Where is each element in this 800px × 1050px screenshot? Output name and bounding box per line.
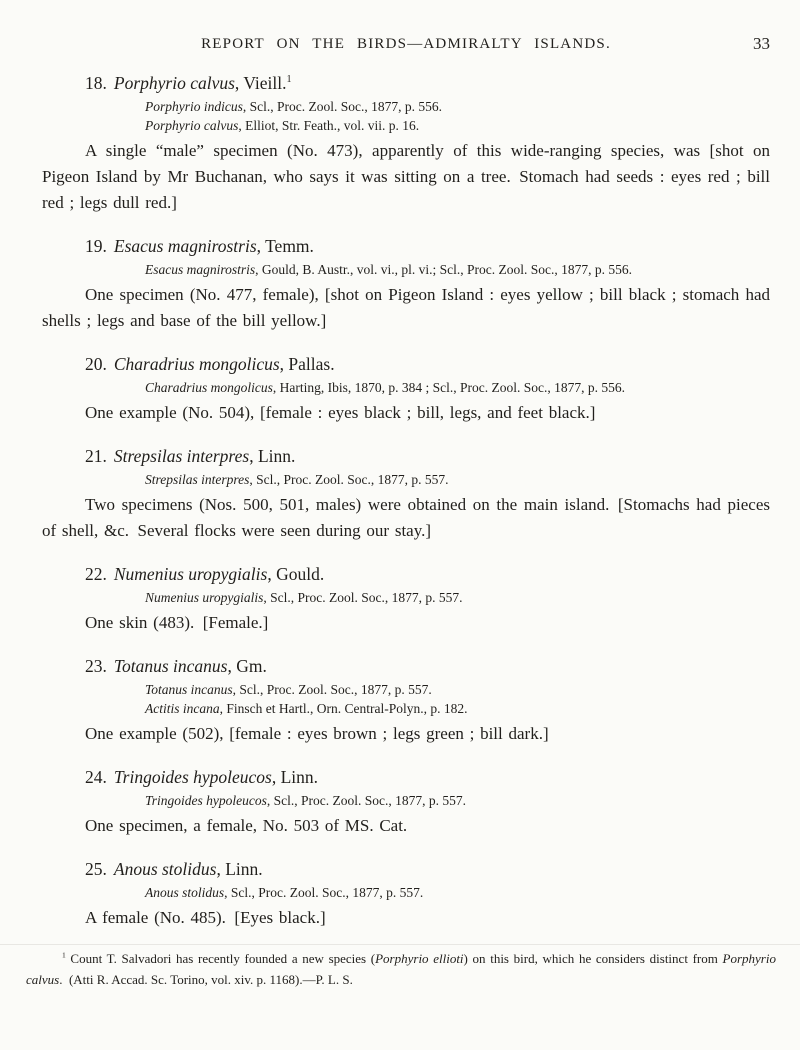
entry-species-name: Tringoides hypoleucos: [113, 767, 272, 787]
synonymy-line: [145, 680, 770, 699]
footnote-mark: 1: [62, 950, 66, 960]
entry-number: 21.: [85, 446, 107, 466]
species-entry-19: [42, 236, 770, 334]
running-header-title: REPORT ON THE BIRDS—ADMIRALTY ISLANDS.: [201, 36, 611, 52]
entry-description: One example (502), [female : eyes brown ; legs green ; bill dark.]: [85, 724, 549, 743]
entry-number: 19.: [85, 236, 107, 256]
footnote-species-calvus: Porphyrio calvus: [26, 951, 776, 987]
synonymy-list: [145, 883, 770, 902]
synonym-citation: , Harting, Ibis, 1870, p. 384 ; Scl., Proc. Zool. Soc., 1877, p. 556.: [272, 380, 625, 395]
entry-species-name: Strepsilas interpres: [113, 446, 250, 466]
synonym-name: Tringoides hypoleucos: [145, 793, 267, 808]
entry-heading: [85, 859, 770, 880]
synonymy-list: [145, 588, 770, 607]
synonymy-list: [145, 470, 770, 489]
synonymy-list: [145, 97, 770, 135]
footnote-separator: [0, 944, 800, 945]
synonymy-line: [145, 588, 770, 607]
entry-number: 22.: [85, 564, 107, 584]
synonym-citation: , Scl., Proc. Zool. Soc., 1877, p. 556.: [242, 99, 442, 114]
entry-description: One example (No. 504), [female : eyes black ; bill, legs, and feet black.]: [85, 403, 596, 422]
synonym-name: Esacus magnirostris: [145, 262, 256, 277]
entry-species-name: Anous stolidus: [113, 859, 217, 879]
entry-description: A female (No. 485). [Eyes black.]: [85, 908, 326, 927]
page-number: 33: [753, 34, 770, 53]
synonymy-list: [145, 260, 770, 279]
entry-species-name: Numenius uropygialis: [113, 564, 268, 584]
synonym-name: Anous stolidus: [145, 885, 225, 900]
entry-description: One specimen, a female, No. 503 of MS. Cat.: [85, 816, 408, 835]
entry-description: One specimen (No. 477, female), [shot on Pigeon Island : eyes yellow ; bill black ; stomach had shells ; legs and base of the bill yellow.]: [42, 285, 770, 330]
entry-authority: , Gould.: [267, 564, 325, 584]
synonym-citation: , Scl., Proc. Zool. Soc., 1877, p. 557.: [249, 472, 449, 487]
entry-species-name: Esacus magnirostris: [113, 236, 257, 256]
synonym-citation: , Scl., Proc. Zool. Soc., 1877, p. 557.: [266, 793, 466, 808]
entry-authority: , Linn.: [216, 859, 263, 879]
entry-species-name: Charadrius mongolicus: [113, 354, 280, 374]
synonymy-line: [145, 116, 770, 135]
species-entry-21: [42, 446, 770, 544]
footnote-text: Count T. Salvadori has recently founded a new species (: [65, 951, 376, 966]
entry-heading: [85, 73, 770, 94]
entry-number: 18.: [85, 73, 107, 93]
entry-authority: , Linn.: [249, 446, 296, 466]
entry-heading: [85, 767, 770, 788]
synonym-citation: , Scl., Proc. Zool. Soc., 1877, p. 557.: [224, 885, 424, 900]
species-entry-22: [42, 564, 770, 636]
synonymy-line: [145, 97, 770, 116]
species-entry-20: [42, 354, 770, 426]
entry-species-name: Porphyrio calvus: [113, 73, 235, 93]
entry-heading: [85, 656, 770, 677]
entry-number: 23.: [85, 656, 107, 676]
synonym-citation: , Gould, B. Austr., vol. vi., pl. vi.; Scl., Proc. Zool. Soc., 1877, p. 556.: [255, 262, 633, 277]
synonymy-list: [145, 680, 770, 718]
entry-description: A single “male” specimen (No. 473), apparently of this wide-ranging species, was [shot on Pigeon Island by Mr Buchanan, who says it was sitting on a tree. Stomach had seeds : eyes red ; bill red ; legs dull red.]: [42, 141, 770, 212]
entry-number: 24.: [85, 767, 107, 787]
species-entry-24: [42, 767, 770, 839]
synonym-name: Porphyrio indicus: [145, 99, 243, 114]
synonymy-line: [145, 260, 770, 279]
synonym-name: Totanus incanus: [145, 682, 233, 697]
species-entry-25: [42, 859, 770, 931]
entry-heading: [85, 446, 770, 467]
entry-heading: [85, 236, 770, 257]
synonymy-list: [145, 378, 770, 397]
synonym-name: Strepsilas interpres: [145, 472, 250, 487]
entry-number: 25.: [85, 859, 107, 879]
synonymy-line: [145, 699, 770, 718]
footnote-species-ellioti: Porphyrio ellioti: [375, 951, 464, 966]
synonymy-line: [145, 470, 770, 489]
footnote-text: ) on this bird, which he considers distinct from: [463, 951, 723, 966]
synonym-citation: , Elliot, Str. Feath., vol. vii. p. 16.: [238, 118, 420, 133]
species-entry-18: [42, 73, 770, 216]
synonymy-line: [145, 378, 770, 397]
synonym-name: Porphyrio calvus: [145, 118, 239, 133]
synonymy-line: [145, 791, 770, 810]
entry-footnote-mark: 1: [286, 74, 292, 86]
entry-species-name: Totanus incanus: [113, 656, 228, 676]
running-header: [42, 36, 770, 53]
entry-heading: [85, 564, 770, 585]
entry-authority: , Gm.: [227, 656, 267, 676]
entry-description: Two specimens (Nos. 500, 501, males) were obtained on the main island. [Stomachs had pieces of shell, &c. Several flocks were seen during our stay.]: [42, 495, 770, 540]
entry-authority: , Temm.: [256, 236, 314, 256]
entry-authority: , Pallas.: [279, 354, 335, 374]
synonym-citation: , Finsch et Hartl., Orn. Central-Polyn., p. 182.: [219, 701, 468, 716]
species-entry-23: [42, 656, 770, 747]
entry-description: One skin (483). [Female.]: [85, 613, 269, 632]
synonymy-list: [145, 791, 770, 810]
synonym-citation: , Scl., Proc. Zool. Soc., 1877, p. 557.: [263, 590, 463, 605]
synonym-name: Numenius uropygialis: [145, 590, 264, 605]
entry-authority: , Linn.: [271, 767, 319, 787]
entry-heading: [85, 354, 770, 375]
entry-number: 20.: [85, 354, 107, 374]
entry-authority: , Vieill.: [234, 73, 287, 93]
footnote-text: . (Atti R. Accad. Sc. Torino, vol. xiv. p. 1168).—P. L. S.: [59, 972, 353, 987]
synonym-citation: , Scl., Proc. Zool. Soc., 1877, p. 557.: [232, 682, 432, 697]
synonym-name: Actitis incana: [145, 701, 220, 716]
synonym-name: Charadrius mongolicus: [145, 380, 273, 395]
footnote: [26, 948, 776, 990]
synonymy-line: [145, 883, 770, 902]
